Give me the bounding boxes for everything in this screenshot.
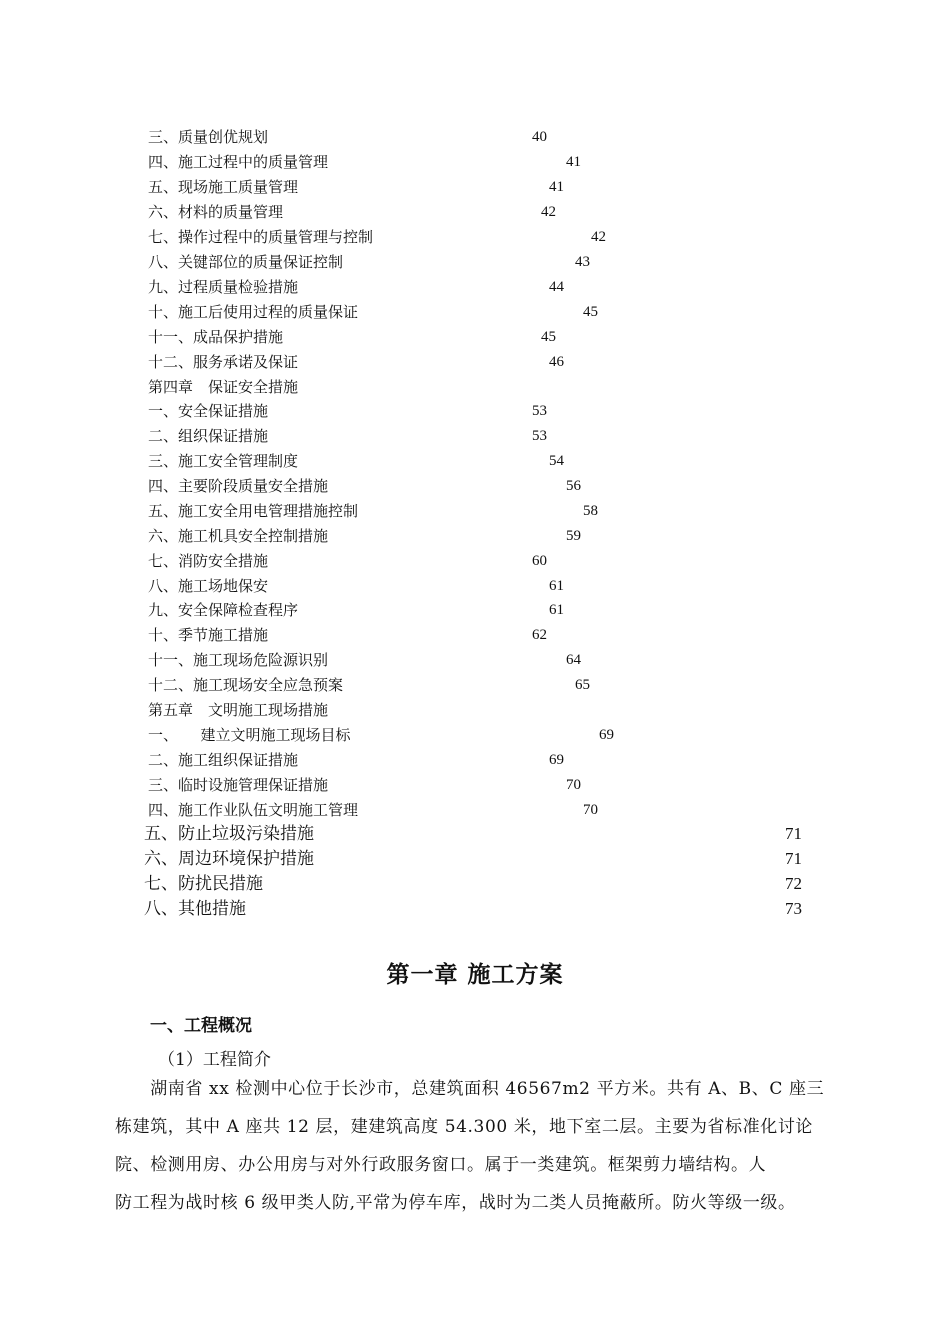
toc-entry-page: 70 <box>566 777 581 793</box>
toc-entry-page: 45 <box>541 329 556 345</box>
toc-entry-page: 40 <box>532 129 547 145</box>
toc-entry-page: 41 <box>549 179 564 195</box>
toc-entry-page: 56 <box>566 478 581 494</box>
toc-entry-label: 一、 建立文明施工现场目标 <box>148 726 351 744</box>
toc-entry-page: 54 <box>549 453 564 469</box>
toc-entry-page: 44 <box>549 279 564 295</box>
toc-entry-page: 64 <box>566 652 581 668</box>
toc-entry-page: 71 <box>785 824 802 843</box>
toc-entry-label: 三、质量创优规划 <box>148 128 269 146</box>
toc-entry-label: 六、施工机具安全控制措施 <box>148 527 329 545</box>
toc-entry-page: 53 <box>532 403 547 419</box>
toc-entry-page: 59 <box>566 528 581 544</box>
toc-entry-label: 十一、成品保护措施 <box>148 328 284 346</box>
toc-entry-page: 43 <box>575 254 590 270</box>
toc-entry-page: 61 <box>549 602 564 618</box>
toc-entry-label: 十、季节施工措施 <box>148 626 269 644</box>
toc-entry-label: 二、施工组织保证措施 <box>148 751 299 769</box>
body-line: 院、检测用房、办公用房与对外行政服务窗口。属于一类建筑。框架剪力墙结构。人 <box>115 1155 767 1175</box>
toc-entry-label: 十二、服务承诺及保证 <box>148 353 299 371</box>
toc-entry-label: 四、施工作业队伍文明施工管理 <box>148 801 359 819</box>
toc-entry-label: 六、周边环境保护措施 <box>144 849 314 869</box>
chapter-title: 第一章 施工方案 <box>386 962 564 988</box>
toc-entry-page: 41 <box>566 154 581 170</box>
toc-entry-page: 62 <box>532 627 547 643</box>
toc-entry-label: 五、施工安全用电管理措施控制 <box>148 502 359 520</box>
body-line: 湖南省 xx 检测中心位于长沙市，总建筑面积 46567m2 平方米。共有 A、B、C 座三 <box>115 1079 825 1099</box>
toc-entry-label: 八、施工场地保安 <box>148 577 269 595</box>
toc-entry-page: 60 <box>532 553 547 569</box>
toc-chapter-label: 第五章 文明施工现场措施 <box>148 701 329 719</box>
sub-heading: （1）工程简介 <box>158 1050 271 1070</box>
toc-entry-label: 四、施工过程中的质量管理 <box>148 153 329 171</box>
toc-entry-label: 二、组织保证措施 <box>148 427 269 445</box>
toc-entry-page: 72 <box>785 874 802 893</box>
toc-entry-label: 三、施工安全管理制度 <box>148 452 299 470</box>
toc-entry-label: 九、安全保障检查程序 <box>148 601 299 619</box>
toc-entry-label: 七、防扰民措施 <box>144 874 263 894</box>
toc-entry-label: 八、其他措施 <box>144 899 246 919</box>
toc-entry-label: 四、主要阶段质量安全措施 <box>148 477 329 495</box>
toc-entry-label: 五、现场施工质量管理 <box>148 178 299 196</box>
toc-entry-label: 十一、施工现场危险源识别 <box>148 651 329 669</box>
toc-entry-label: 八、关键部位的质量保证控制 <box>148 253 344 271</box>
toc-entry-page: 71 <box>785 849 802 868</box>
toc-entry-label: 五、防止垃圾污染措施 <box>144 824 314 844</box>
toc-entry-page: 73 <box>785 899 802 918</box>
toc-entry-page: 61 <box>549 578 564 594</box>
body-line: 栋建筑，其中 A 座共 12 层，建建筑高度 54.300 米，地下室二层。主要为省标准化讨论 <box>115 1117 814 1137</box>
toc-entry-label: 六、材料的质量管理 <box>148 203 284 221</box>
toc-entry-page: 42 <box>541 204 556 220</box>
toc-entry-page: 70 <box>583 802 598 818</box>
toc-entry-label: 七、消防安全措施 <box>148 552 269 570</box>
toc-entry-page: 69 <box>599 727 614 743</box>
toc-chapter-label: 第四章 保证安全措施 <box>148 378 299 396</box>
toc-entry-page: 42 <box>591 229 606 245</box>
toc-entry-page: 53 <box>532 428 547 444</box>
body-line: 防工程为战时核 6 级甲类人防,平常为停车库，战时为二类人员掩蔽所。防火等级一级。 <box>115 1193 796 1213</box>
toc-entry-label: 十二、施工现场安全应急预案 <box>148 676 344 694</box>
toc-entry-label: 九、过程质量检验措施 <box>148 278 299 296</box>
toc-entry-page: 46 <box>549 354 564 370</box>
toc-entry-label: 三、临时设施管理保证措施 <box>148 776 329 794</box>
toc-entry-page: 65 <box>575 677 590 693</box>
toc-entry-label: 七、操作过程中的质量管理与控制 <box>148 228 374 246</box>
toc-entry-label: 十、施工后使用过程的质量保证 <box>148 303 359 321</box>
toc-entry-page: 69 <box>549 752 564 768</box>
toc-entry-page: 58 <box>583 503 598 519</box>
toc-entry-label: 一、安全保证措施 <box>148 402 269 420</box>
toc-entry-page: 45 <box>583 304 598 320</box>
section-heading: 一、工程概况 <box>150 1016 252 1036</box>
